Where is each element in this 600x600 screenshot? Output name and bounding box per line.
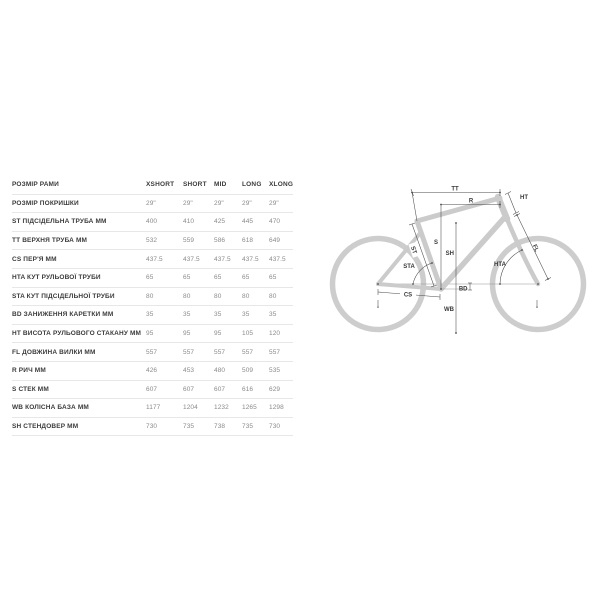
row-value: 607	[183, 385, 195, 393]
row-value: 535	[269, 367, 281, 375]
row-value: 65	[214, 274, 222, 282]
row-value: 586	[214, 237, 226, 245]
table-row	[12, 418, 293, 437]
row-value: 29"	[269, 199, 279, 207]
row-value: 95	[183, 330, 191, 338]
table-row	[12, 213, 293, 232]
row-value: 437.5	[269, 255, 286, 263]
row-value: 616	[242, 385, 254, 393]
row-value: 509	[242, 367, 254, 375]
row-value: 559	[183, 237, 195, 245]
table-row	[12, 250, 293, 269]
row-value: 95	[146, 330, 154, 338]
cs-label: CS	[403, 292, 413, 299]
column-short: SHORT	[183, 181, 207, 189]
row-value: 80	[146, 292, 154, 300]
row-label: FL ДОВЖИНА ВИЛКИ ММ	[12, 348, 96, 356]
row-label: HT ВИСОТА РУЛЬОВОГО СТАКАНУ ММ	[12, 330, 142, 338]
row-value: 426	[146, 367, 158, 375]
row-label: TT ВЕРХНЯ ТРУБА ММ	[12, 237, 88, 245]
geometry-table	[12, 176, 293, 436]
row-label: HTA КУТ РУЛЬОВОЇ ТРУБИ	[12, 274, 101, 282]
row-label: SH СТЕНДОВЕР ММ	[12, 423, 79, 431]
row-value: 629	[269, 385, 281, 393]
geometry-rows	[12, 195, 293, 437]
table-row	[12, 343, 293, 362]
ht-label: HT	[520, 195, 528, 201]
column-long: LONG	[242, 181, 262, 189]
row-value: 1204	[183, 404, 198, 412]
row-value: 35	[242, 311, 250, 319]
tt-label: TT	[451, 186, 459, 193]
row-value: 65	[146, 274, 154, 282]
row-value: 35	[183, 311, 191, 319]
row-value: 80	[183, 292, 191, 300]
row-value: 35	[214, 311, 222, 319]
row-value: 480	[214, 367, 226, 375]
row-value: 29"	[242, 199, 252, 207]
row-value: 649	[269, 237, 281, 245]
table-row	[12, 381, 293, 400]
row-value: 80	[242, 292, 250, 300]
cs-label-group	[400, 291, 416, 299]
wb-label: WB	[444, 307, 454, 313]
fl-label-group	[531, 244, 540, 253]
row-value: 437.5	[183, 255, 200, 263]
row-value: 29"	[183, 199, 193, 207]
row-value: 735	[242, 423, 254, 431]
row-value: 470	[269, 218, 281, 226]
row-value: 437.5	[146, 255, 163, 263]
row-value: 410	[183, 218, 195, 226]
row-value: 557	[146, 348, 158, 356]
row-label: WB КОЛІСНА БАЗА ММ	[12, 404, 89, 412]
row-value: 607	[214, 385, 226, 393]
row-value: 1232	[214, 404, 229, 412]
bike-geometry-diagram	[328, 170, 596, 342]
row-value: 730	[146, 423, 158, 431]
row-value: 80	[269, 292, 277, 300]
reach-label: R	[468, 198, 474, 205]
row-value: 735	[183, 423, 195, 431]
row-value: 557	[183, 348, 195, 356]
row-value: 437.5	[214, 255, 231, 263]
column-xshort: XSHORT	[146, 181, 175, 189]
table-row	[12, 195, 293, 214]
row-label: CS ПЕР'Я ММ	[12, 255, 57, 263]
row-label: S СТЕК ММ	[12, 385, 49, 393]
table-row	[12, 399, 293, 418]
row-value: 29"	[146, 199, 156, 207]
frame-size-heading: РОЗМІР РАМИ	[12, 181, 59, 189]
table-row	[12, 269, 293, 288]
bd-label: BD	[458, 286, 468, 293]
seatpost-axis-line	[412, 192, 417, 221]
table-header-row	[12, 176, 293, 195]
row-value: 1177	[146, 404, 161, 412]
fl-label: FL	[530, 243, 540, 254]
ht-dim-line	[508, 193, 516, 213]
stack-label: S	[433, 240, 438, 246]
column-xlong: XLONG	[269, 181, 294, 189]
row-value: 607	[146, 385, 158, 393]
row-label: R РИЧ ММ	[12, 367, 46, 375]
row-label: ST ПІДСІДЕЛЬНА ТРУБА ММ	[12, 218, 107, 226]
row-value: 29"	[214, 199, 224, 207]
sta-label: STA	[403, 264, 415, 270]
row-value: 120	[269, 330, 281, 338]
row-value: 557	[214, 348, 226, 356]
head-tube	[498, 197, 507, 219]
row-value: 618	[242, 237, 254, 245]
table-row	[12, 362, 293, 381]
row-value: 437.5	[242, 255, 259, 263]
table-row	[12, 325, 293, 344]
row-value: 95	[214, 330, 222, 338]
row-value: 80	[214, 292, 222, 300]
row-value: 453	[183, 367, 195, 375]
row-value: 400	[146, 218, 158, 226]
column-mid: MID	[214, 181, 227, 189]
row-value: 532	[146, 237, 158, 245]
table-row	[12, 288, 293, 307]
row-value: 105	[242, 330, 254, 338]
row-label: STA КУТ ПІДСІДЕЛЬНОЇ ТРУБИ	[12, 292, 115, 300]
row-value: 1298	[269, 404, 284, 412]
row-value: 65	[183, 274, 191, 282]
table-row	[12, 306, 293, 325]
row-value: 730	[269, 423, 281, 431]
row-value: 445	[242, 218, 254, 226]
st-label: ST	[408, 245, 418, 255]
hta-label: HTA	[494, 262, 506, 268]
row-value: 35	[269, 311, 277, 319]
row-value: 425	[214, 218, 226, 226]
row-value: 1265	[242, 404, 257, 412]
top-tube	[417, 198, 500, 221]
row-value: 65	[269, 274, 277, 282]
row-label: РОЗМІР ПОКРИШКИ	[12, 199, 79, 207]
table-row	[12, 232, 293, 251]
row-value: 35	[146, 311, 154, 319]
row-value: 557	[269, 348, 281, 356]
row-value: 65	[242, 274, 250, 282]
row-value: 738	[214, 423, 226, 431]
row-value: 557	[242, 348, 254, 356]
row-label: BD ЗАНИЖЕННЯ КАРЕТКИ ММ	[12, 311, 114, 319]
sh-label: SH	[445, 251, 454, 257]
chainstay	[378, 284, 441, 289]
